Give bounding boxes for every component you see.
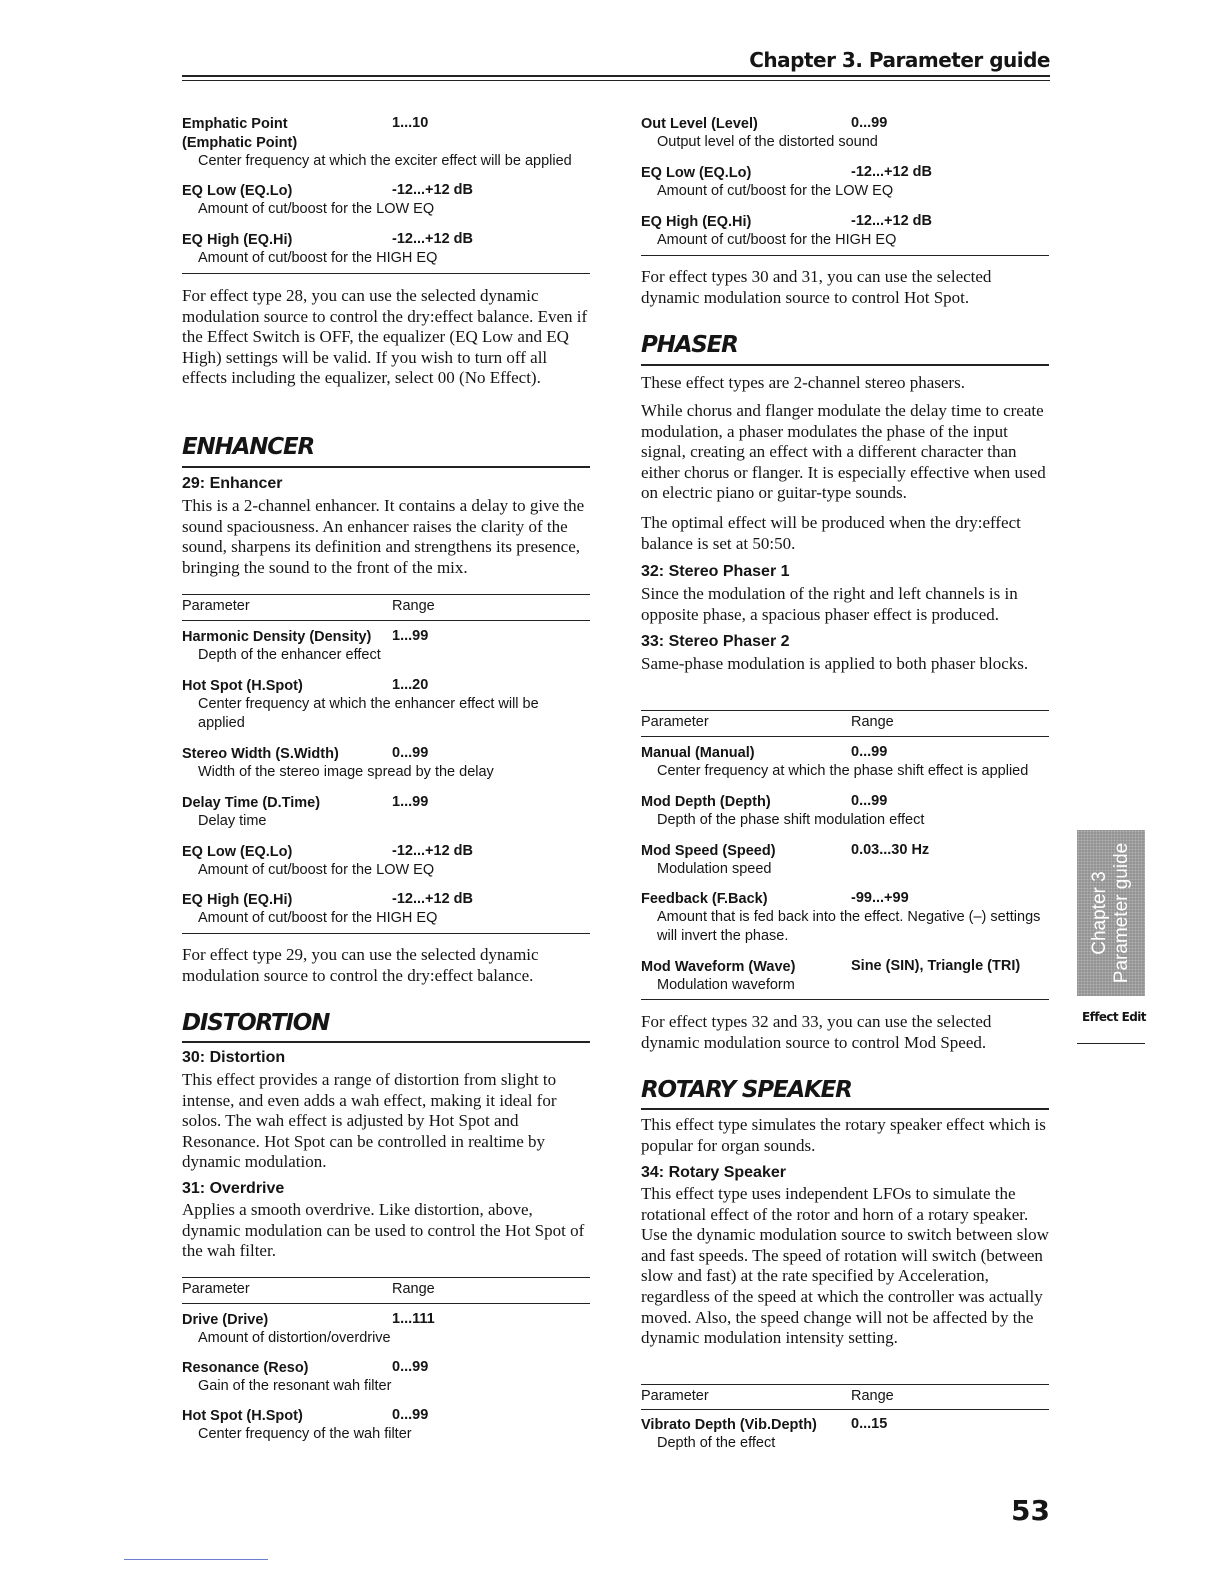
col-parameter: Parameter (641, 714, 709, 730)
param-resonance (182, 1358, 590, 1396)
param-eq-low (182, 181, 590, 219)
param-name: Feedback (F.Back) (641, 891, 768, 907)
section-title-enhancer: ENHANCER (182, 434, 314, 460)
param-range: 1...111 (392, 1311, 435, 1327)
param-name: Mod Depth (Depth) (641, 794, 771, 810)
param-range: -12...+12 dB (392, 182, 473, 198)
param-desc: Amount of cut/boost for the LOW EQ (198, 201, 435, 217)
subtitle-32-stereo-phaser-1: 32: Stereo Phaser 1 (641, 563, 790, 580)
phaser-description: While chorus and flanger modulate the delay time to create modulation, a phaser modulates the phase of the input signal, creating an effect with a different character than either chorus or flanger. It is especially effective when used on electric piano or guitar-type sounds. (641, 401, 1046, 503)
param-name: EQ High (EQ.Hi) (182, 232, 293, 248)
chapter-side-tab-label (1089, 843, 1133, 983)
param-range: 1...20 (392, 677, 429, 693)
param-desc: Modulation waveform (657, 977, 795, 993)
param-feedback (641, 889, 1049, 946)
param-name: Emphatic Point (182, 116, 288, 132)
param-desc: Depth of the enhancer effect (198, 647, 381, 663)
param-range: 0...15 (851, 1416, 888, 1432)
param-range: -12...+12 dB (851, 164, 932, 180)
header-rule (182, 75, 1050, 77)
table-top-rule (182, 594, 590, 595)
section-rule (182, 466, 590, 468)
param-harmonic-density (182, 627, 590, 665)
param-range: -12...+12 dB (392, 231, 473, 247)
param-range: 1...10 (392, 115, 429, 131)
table-top-rule (641, 1384, 1049, 1385)
stereo-phaser-1-description: Since the modulation of the right and left channels is in opposite phase, a spacious phaser effect is produced. (641, 584, 1018, 624)
param-range: 0.03...30 Hz (851, 842, 930, 858)
param-eq-high (182, 230, 590, 268)
param-drive (182, 1310, 590, 1348)
param-name: EQ High (EQ.Hi) (182, 892, 293, 908)
param-eq-low (641, 163, 1049, 201)
param-name-abbrev: (Emphatic Point) (182, 135, 298, 151)
table-header (182, 598, 590, 614)
param-range: 0...99 (392, 1359, 429, 1375)
chapter-side-tab (1077, 830, 1145, 996)
note-effect-32-33: For effect types 32 and 33, you can use the selected dynamic modulation source to control Mod Speed. (641, 1012, 992, 1052)
param-name: EQ High (EQ.Hi) (641, 214, 752, 230)
subtitle-31-overdrive: 31: Overdrive (182, 1180, 285, 1197)
param-desc: Output level of the distorted sound (657, 134, 878, 150)
section-rule (182, 1041, 590, 1043)
param-desc: Amount of cut/boost for the HIGH EQ (198, 250, 438, 266)
param-desc: Depth of the phase shift modulation effect (657, 812, 925, 828)
param-desc: Amount that is fed back into the effect. Negative (–) settings will invert the phase. (657, 909, 1041, 944)
note-effect-28: For effect type 28, you can use the selected dynamic modulation source to control the dry:effect balance. Even if the Effect Switch is OFF, the equalizer (EQ Low and EQ High) settings will be valid. If you wish to turn off all effects including the equalizer, select 00 (No Effect). (182, 286, 588, 388)
param-range: 0...99 (851, 115, 888, 131)
param-eq-low (182, 842, 590, 880)
param-range: 0...99 (851, 744, 888, 760)
param-range: 0...99 (392, 1407, 429, 1423)
param-name: EQ Low (EQ.Lo) (182, 183, 293, 199)
param-name: Mod Speed (Speed) (641, 843, 776, 859)
param-name: Hot Spot (H.Spot) (182, 678, 303, 694)
param-range: 1...99 (392, 628, 429, 644)
table-bottom-rule (641, 999, 1049, 1000)
table-header (641, 714, 1049, 730)
table-bottom-rule (182, 273, 590, 274)
col-range: Range (851, 714, 894, 730)
scan-artifact-line (124, 1559, 268, 1560)
param-desc: Amount of cut/boost for the HIGH EQ (198, 910, 438, 926)
phaser-intro: These effect types are 2-channel stereo phasers. (641, 373, 965, 392)
note-effect-29: For effect type 29, you can use the selected dynamic modulation source to control the dry:effect balance. (182, 945, 539, 985)
col-range: Range (392, 1281, 435, 1297)
side-tab-rule (1077, 1043, 1145, 1044)
section-title-distortion: DISTORTION (182, 1010, 330, 1036)
col-range: Range (851, 1388, 894, 1404)
param-desc: Center frequency at which the phase shift effect is applied (657, 763, 1029, 779)
param-name: EQ Low (EQ.Lo) (182, 844, 293, 860)
param-name: Resonance (Reso) (182, 1360, 309, 1376)
param-manual (641, 743, 1049, 781)
param-emphatic-point (182, 114, 590, 171)
table-header (182, 1281, 590, 1297)
table-header (641, 1388, 1049, 1404)
param-name: Harmonic Density (Density) (182, 629, 372, 645)
param-name: EQ Low (EQ.Lo) (641, 165, 752, 181)
param-mod-depth (641, 792, 1049, 830)
param-mod-speed (641, 841, 1049, 879)
side-tab-section-label: Effect Edit (1082, 1010, 1146, 1024)
param-mod-waveform (641, 957, 1049, 995)
param-desc: Center frequency of the wah filter (198, 1426, 412, 1442)
param-desc: Width of the stereo image spread by the delay (198, 764, 494, 780)
section-rule (641, 1108, 1049, 1110)
param-desc: Center frequency at which the enhancer effect will be applied (198, 696, 539, 731)
table-top-rule (182, 1277, 590, 1278)
param-hot-spot (182, 676, 590, 733)
section-rule (641, 364, 1049, 366)
param-name: Hot Spot (H.Spot) (182, 1408, 303, 1424)
subtitle-29-enhancer: 29: Enhancer (182, 475, 283, 492)
param-name: Drive (Drive) (182, 1312, 269, 1328)
param-range: -12...+12 dB (392, 891, 473, 907)
param-desc: Gain of the resonant wah filter (198, 1378, 392, 1394)
rotary-intro: This effect type simulates the rotary speaker effect which is popular for organ sounds. (641, 1115, 1046, 1155)
param-desc: Depth of the effect (657, 1435, 776, 1451)
subtitle-33-stereo-phaser-2: 33: Stereo Phaser 2 (641, 633, 790, 650)
section-title-rotary-speaker: ROTARY SPEAKER (641, 1077, 852, 1103)
rotary-description: This effect type uses independent LFOs to simulate the rotational effect of the rotor and horn of a rotary speaker. Use the dynamic modulation source to switch between slow and fast speeds. The speed of rotation will switch (between slow and fast) at the rate specified by Acceleration, regardless of the speed at which the controller was actually moved. Also, the speed change will not be affected by the dynamic modulation intensity setting. (641, 1184, 1049, 1348)
page-number: 53 (1011, 1494, 1050, 1527)
param-name: Mod Waveform (Wave) (641, 959, 796, 975)
page-header-title: Chapter 3. Parameter guide (749, 48, 1050, 72)
subtitle-30-distortion: 30: Distortion (182, 1049, 286, 1066)
col-parameter: Parameter (641, 1388, 709, 1404)
subtitle-34-rotary-speaker: 34: Rotary Speaker (641, 1164, 786, 1181)
param-hot-spot (182, 1406, 590, 1444)
param-name: Manual (Manual) (641, 745, 755, 761)
table-header-rule (641, 1409, 1049, 1410)
note-effect-30-31: For effect types 30 and 31, you can use the selected dynamic modulation source to control Hot Spot. (641, 267, 992, 307)
param-stereo-width (182, 744, 590, 782)
section-title-phaser: PHASER (641, 332, 738, 358)
param-out-level (641, 114, 1049, 152)
param-desc: Amount of distortion/overdrive (198, 1330, 391, 1346)
param-name: Out Level (Level) (641, 116, 758, 132)
param-desc: Amount of cut/boost for the LOW EQ (657, 183, 894, 199)
param-name: Vibrato Depth (Vib.Depth) (641, 1417, 817, 1433)
phaser-balance-note: The optimal effect will be produced when the dry:effect balance is set at 50:50. (641, 513, 1021, 553)
distortion-description: This effect provides a range of distortion from slight to intense, and even adds a wah effect, making it ideal for solos. The wah effect is adjusted by Hot Spot and Resonance. Hot Spot can be controlled in realtime by dynamic modulation. (182, 1070, 557, 1172)
param-desc: Amount of cut/boost for the LOW EQ (198, 862, 435, 878)
col-parameter: Parameter (182, 598, 250, 614)
param-range: -99...+99 (851, 890, 909, 906)
enhancer-description: This is a 2-channel enhancer. It contains a delay to give the sound spaciousness. An enhancer raises the clarity of the sound, sharpens its definition and strengthens its presence, bringing the sound to the front of the mix. (182, 496, 585, 577)
param-range: -12...+12 dB (392, 843, 473, 859)
param-range: 0...99 (851, 793, 888, 809)
col-range: Range (392, 598, 435, 614)
table-header-rule (182, 1303, 590, 1304)
table-top-rule (641, 710, 1049, 711)
stereo-phaser-2-description: Same-phase modulation is applied to both phaser blocks. (641, 654, 1029, 673)
table-header-rule (641, 736, 1049, 737)
param-range: 0...99 (392, 745, 429, 761)
param-delay-time (182, 793, 590, 831)
param-desc: Center frequency at which the exciter effect will be applied (198, 153, 572, 169)
param-range: 1...99 (392, 794, 429, 810)
overdrive-description: Applies a smooth overdrive. Like distortion, above, dynamic modulation can be used to control the Hot Spot of the wah filter. (182, 1200, 585, 1261)
param-vibrato-depth (641, 1415, 1049, 1453)
table-bottom-rule (641, 255, 1049, 256)
param-desc: Amount of cut/boost for the HIGH EQ (657, 232, 897, 248)
param-name: Stereo Width (S.Width) (182, 746, 339, 762)
param-eq-high (182, 890, 590, 928)
side-tab-line-2: Parameter guide (1111, 842, 1132, 984)
param-eq-high (641, 212, 1049, 250)
header-rule-thin (182, 80, 1050, 81)
param-range: Sine (SIN), Triangle (TRI) (851, 958, 1021, 974)
param-range: -12...+12 dB (851, 213, 932, 229)
table-bottom-rule (182, 933, 590, 934)
param-name: Delay Time (D.Time) (182, 795, 321, 811)
col-parameter: Parameter (182, 1281, 250, 1297)
side-tab-line-1: Chapter 3 (1089, 871, 1110, 955)
table-header-rule (182, 620, 590, 621)
param-desc: Delay time (198, 813, 267, 829)
param-desc: Modulation speed (657, 861, 772, 877)
